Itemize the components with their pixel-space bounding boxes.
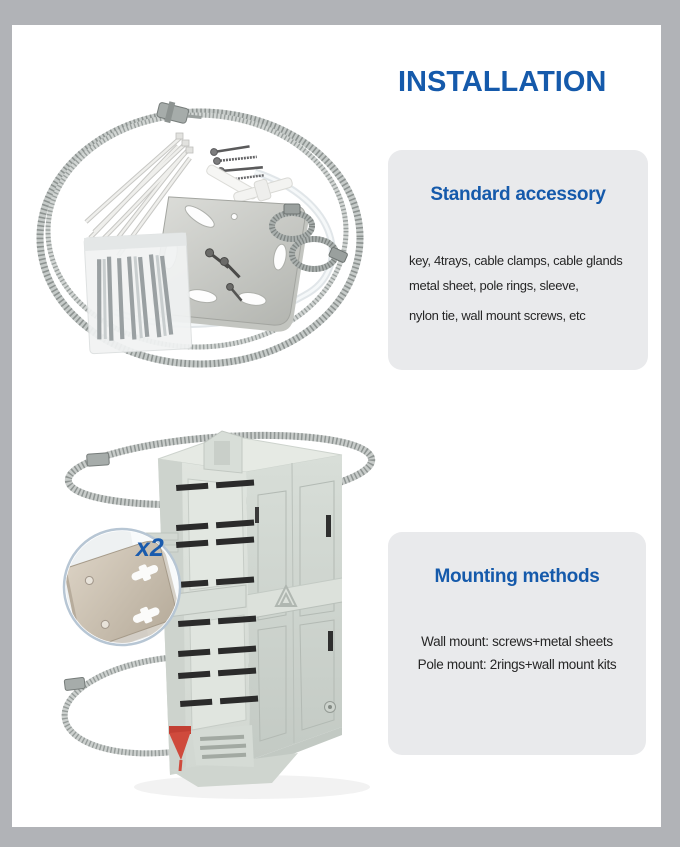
standard-accessory-card <box>388 150 648 370</box>
page-border-top <box>0 0 680 25</box>
page-title: INSTALLATION <box>398 66 607 98</box>
mounting-line-2: Pole mount: 2rings+wall mount kits <box>417 657 617 672</box>
mounting-methods-card <box>388 532 646 755</box>
upper-door <box>188 479 244 590</box>
accessory-line-3: nylon tie, wall mount screws, etc <box>409 308 586 323</box>
page-border-left <box>0 0 12 847</box>
mounting-methods-text <box>388 630 646 676</box>
mounting-methods-heading: Mounting methods <box>434 566 600 587</box>
standard-accessory-heading: Standard accessory <box>430 184 606 205</box>
page-border-right <box>661 0 680 847</box>
mounting-line-1: Wall mount: screws+metal sheets <box>421 634 613 649</box>
accessory-kit-photo <box>20 80 380 380</box>
accessory-line-1: key, 4trays, cable clamps, cable glands <box>409 253 623 268</box>
accessory-line-2: metal sheet, pole rings, sleeve, <box>409 278 579 293</box>
page-border-bottom <box>0 827 680 847</box>
standard-accessory-text <box>388 248 648 328</box>
sleeve-bag <box>84 233 192 354</box>
mounting-box-photo <box>30 415 380 805</box>
callout-quantity-label: x2 <box>136 534 164 562</box>
